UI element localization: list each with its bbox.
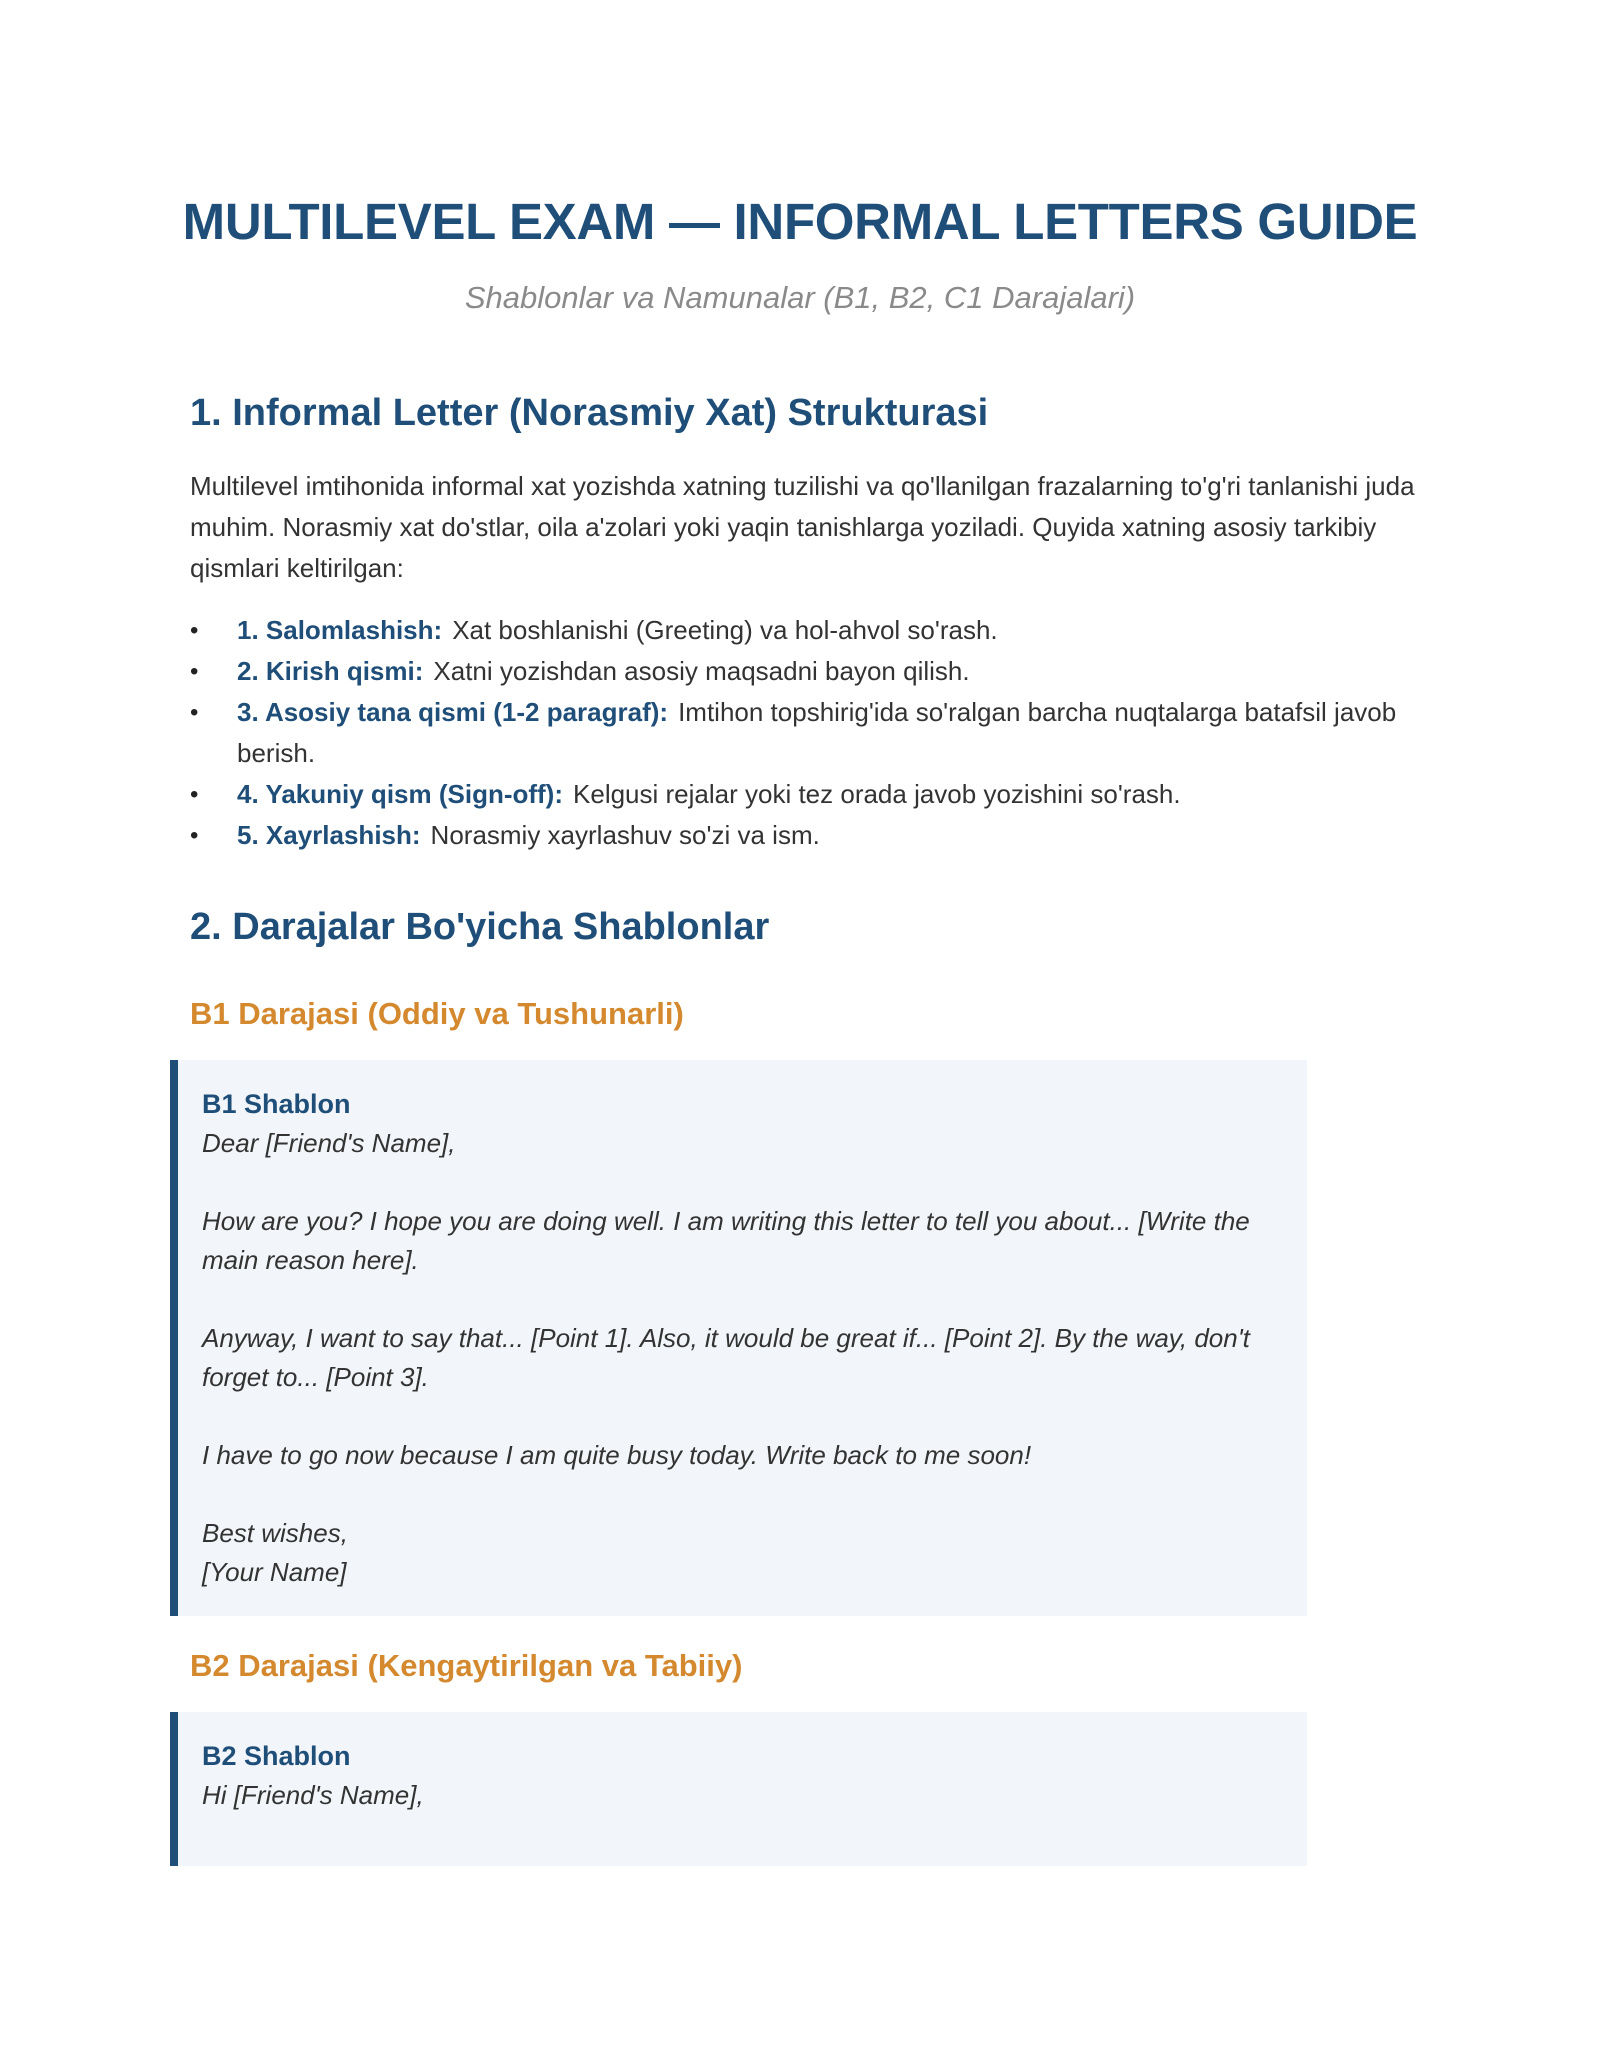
template-line: Anyway, I want to say that... [Point 1]. Also, it would be great if... [Point 2]. By the way, don't	[202, 1323, 1250, 1353]
document-subtitle: Shablonlar va Namunalar (B1, B2, C1 Darajalari)	[464, 280, 1136, 315]
list-item	[190, 651, 1420, 692]
bullet-icon: •	[190, 658, 199, 685]
template-line	[202, 1397, 1277, 1436]
bullet-icon: •	[190, 781, 199, 808]
list-item-text: Norasmiy xayrlashuv so'zi va ism.	[430, 820, 820, 850]
list-item-text: Xatni yozishdan asosiy maqsadni bayon qilish.	[433, 656, 970, 686]
template-line: [Your Name]	[202, 1557, 347, 1587]
b1-template-box	[170, 1060, 1307, 1616]
list-item-text: Kelgusi rejalar yoki tez orada javob yozishini so'rash.	[573, 779, 1181, 809]
template-line: Hi [Friend's Name],	[202, 1780, 424, 1810]
structure-list	[190, 610, 1420, 856]
bullet-icon: •	[190, 699, 199, 726]
list-item	[190, 610, 1420, 651]
template-line	[202, 1475, 1277, 1514]
list-item-text: Xat boshlanishi (Greeting) va hol-ahvol so'rash.	[452, 615, 998, 645]
template-line	[202, 1280, 1277, 1319]
template-line: Dear [Friend's Name],	[202, 1128, 456, 1158]
list-item	[190, 692, 1420, 774]
section1-paragraph: Multilevel imtihonida informal xat yozishda xatning tuzilishi va qo'llanilgan frazalarning to'g'ri tanlanishi juda muhim. Norasmiy xat do'stlar, oila a'zolari yoki yaqin tanishlarga yoziladi. Quyida xatning asosiy tarkibiy qismlari keltirilgan:	[190, 471, 1415, 583]
b1-template-title: B1 Shablon	[202, 1089, 351, 1119]
list-item-text: Imtihon topshirig'ida so'ralgan barcha nuqtalarga batafsil javob berish.	[237, 697, 1397, 768]
document-title: MULTILEVEL EXAM — INFORMAL LETTERS GUIDE	[182, 193, 1418, 250]
list-item	[190, 774, 1420, 815]
template-line: Best wishes,	[202, 1518, 348, 1548]
list-item	[190, 815, 1420, 856]
template-line: main reason here].	[202, 1245, 419, 1275]
bullet-icon: •	[190, 617, 199, 644]
list-item-label: 4. Yakuniy qism (Sign-off):	[237, 779, 564, 809]
list-item-label: 1. Salomlashish:	[237, 615, 443, 645]
list-item-label: 3. Asosiy tana qismi (1-2 paragraf):	[237, 697, 669, 727]
template-line: I have to go now because I am quite busy today. Write back to me soon!	[202, 1440, 1032, 1470]
b2-template-title: B2 Shablon	[202, 1741, 351, 1771]
template-line: forget to... [Point 3].	[202, 1362, 429, 1392]
b1-heading: B1 Darajasi (Oddiy va Tushunarli)	[190, 996, 684, 1031]
template-line	[202, 1163, 1277, 1202]
bullet-icon: •	[190, 822, 199, 849]
b2-template-box	[170, 1712, 1307, 1866]
list-item-label: 2. Kirish qismi:	[237, 656, 424, 686]
b2-heading: B2 Darajasi (Kengaytirilgan va Tabiiy)	[190, 1648, 743, 1683]
section2-heading: 2. Darajalar Bo'yicha Shablonlar	[190, 906, 770, 948]
list-item-label: 5. Xayrlashish:	[237, 820, 421, 850]
section1-heading: 1. Informal Letter (Norasmiy Xat) Strukturasi	[190, 392, 989, 434]
template-line: How are you? I hope you are doing well. I am writing this letter to tell you about... [Write the	[202, 1206, 1250, 1236]
